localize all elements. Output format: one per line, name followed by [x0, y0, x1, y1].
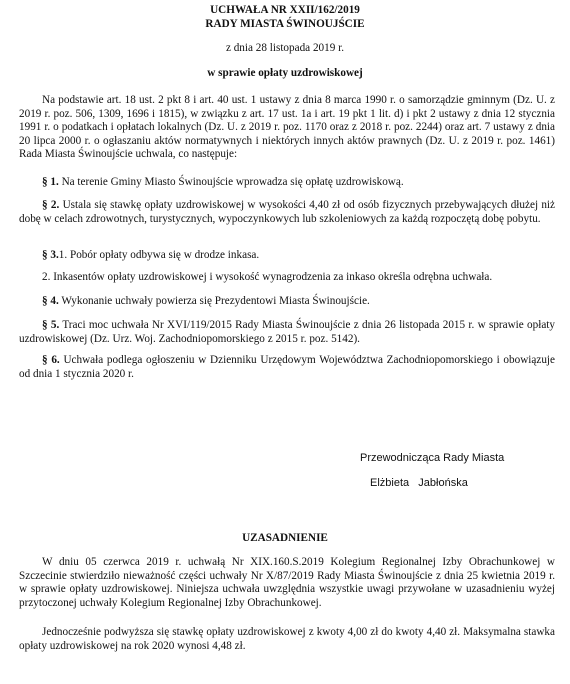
section-5-text: Traci moc uchwała Nr XVI/119/2015 Rady Miasta Świnoujście z dnia 26 listopada 2015 r. w sprawie opłaty uzdrowiskowej (Dz. Urz. Woj. Zachodniopomorskiego z 2015 r. poz. 5142). — [19, 319, 556, 345]
section-1-number: § 1. — [42, 176, 59, 188]
justification-paragraph-2: Jednocześnie podwyższa się stawkę opłaty uzdrowiskowej z kwoty 4,00 zł do kwoty 4,40 zł. Maksymalna stawka opłaty uzdrowiskowej na rok 2020 wynosi 4,48 zł. — [19, 626, 555, 652]
section-6-number: § 6. — [42, 354, 60, 366]
section-4-number: § 4. — [42, 295, 59, 307]
resolution-subject: w sprawie opłaty uzdrowiskowej — [207, 67, 363, 79]
section-4 — [19, 295, 555, 309]
section-2-text: Ustala się stawkę opłaty uzdrowiskowej w wysokości 4,40 zł od osób fizycznych przebywających dłużej niż dobę w celach zdrowotnych, turystycznych, wypoczynkowych lub szkoleniowych za każdą rozpoczętą dobę pobytu. — [19, 199, 556, 225]
justification-heading: UZASADNIENIE — [242, 532, 328, 544]
council-name: RADY MIASTA ŚWINOUJŚCIE — [205, 18, 365, 30]
section-1 — [19, 176, 555, 190]
section-6 — [19, 354, 555, 381]
signature-name: Elżbieta Jabłońska — [370, 477, 468, 489]
section-1-text: Na terenie Gminy Miasto Świnoujście wprowadza się opłatę uzdrowiskową. — [58, 176, 404, 188]
section-6-text: Uchwała podlega ogłoszeniu w Dzienniku Urzędowym Województwa Zachodniopomorskiego i obowiązuje od dnia 1 stycznia 2020 r. — [19, 354, 556, 380]
section-2 — [19, 199, 555, 226]
section-3-number: § 3. — [42, 249, 59, 261]
justification-paragraph-1: W dniu 05 czerwca 2019 r. uchwałą Nr XIX.160.S.2019 Kolegium Regionalnej Izby Obrachunkowej w Szczecinie stwierdziło nieważność części uchwały Nr X/87/2019 Rady Miasta Świnoujście z dnia 25 kwietnia 2019 r. w sprawie opłaty uzdrowiskowej. Niniejsza uchwała uwzględnia wszystkie uwagi przywołane w uzasadnieniu wyżej przytoczonej uchwały Kolegium Regionalnej Izby Obrachunkowej. — [19, 556, 555, 609]
section-3-text: 1. Pobór opłaty odbywa się w drodze inkasa. — [58, 249, 260, 261]
resolution-title: UCHWAŁA NR XXII/162/2019 — [210, 4, 360, 16]
section-4-text: Wykonanie uchwały powierza się Prezydentowi Miasta Świnoujście. — [58, 295, 370, 307]
section-5 — [19, 319, 555, 346]
section-3 — [19, 249, 555, 263]
section-3-item-2 — [19, 271, 555, 285]
section-3-item-2-text: 2. Inkasentów opłaty uzdrowiskowej i wysokość wynagrodzenia za inkaso określa odrębna uchwała. — [42, 271, 493, 283]
section-5-number: § 5. — [42, 319, 60, 331]
signature-role: Przewodnicząca Rady Miasta — [360, 452, 505, 464]
section-2-number: § 2. — [42, 199, 60, 211]
resolution-date: z dnia 28 listopada 2019 r. — [225, 42, 345, 54]
preamble-paragraph: Na podstawie art. 18 ust. 2 pkt 8 i art. 40 ust. 1 ustawy z dnia 8 marca 1990 r. o samorządzie gminnym (Dz. U. z 2019 r. poz. 506, 1309, 1696 i 1815), w związku z art. 17 ust. 1a i art. 19 pkt 1 lit. d) i pkt 2 ustawy z dnia 12 stycznia 1991 r. o podatkach i opłatach lokalnych (Dz. U. z 2019 r. poz. 1170 oraz z 2018 r. poz. 2244) oraz art. 7 ustawy z dnia 20 lipca 2000 r. o ogłaszaniu aktów normatywnych i niektórych innych aktów prawnych (Dz. U. z 2019 r. poz. 1461) Rada Miasta Świnoujście uchwala, co następuje: — [19, 94, 555, 161]
